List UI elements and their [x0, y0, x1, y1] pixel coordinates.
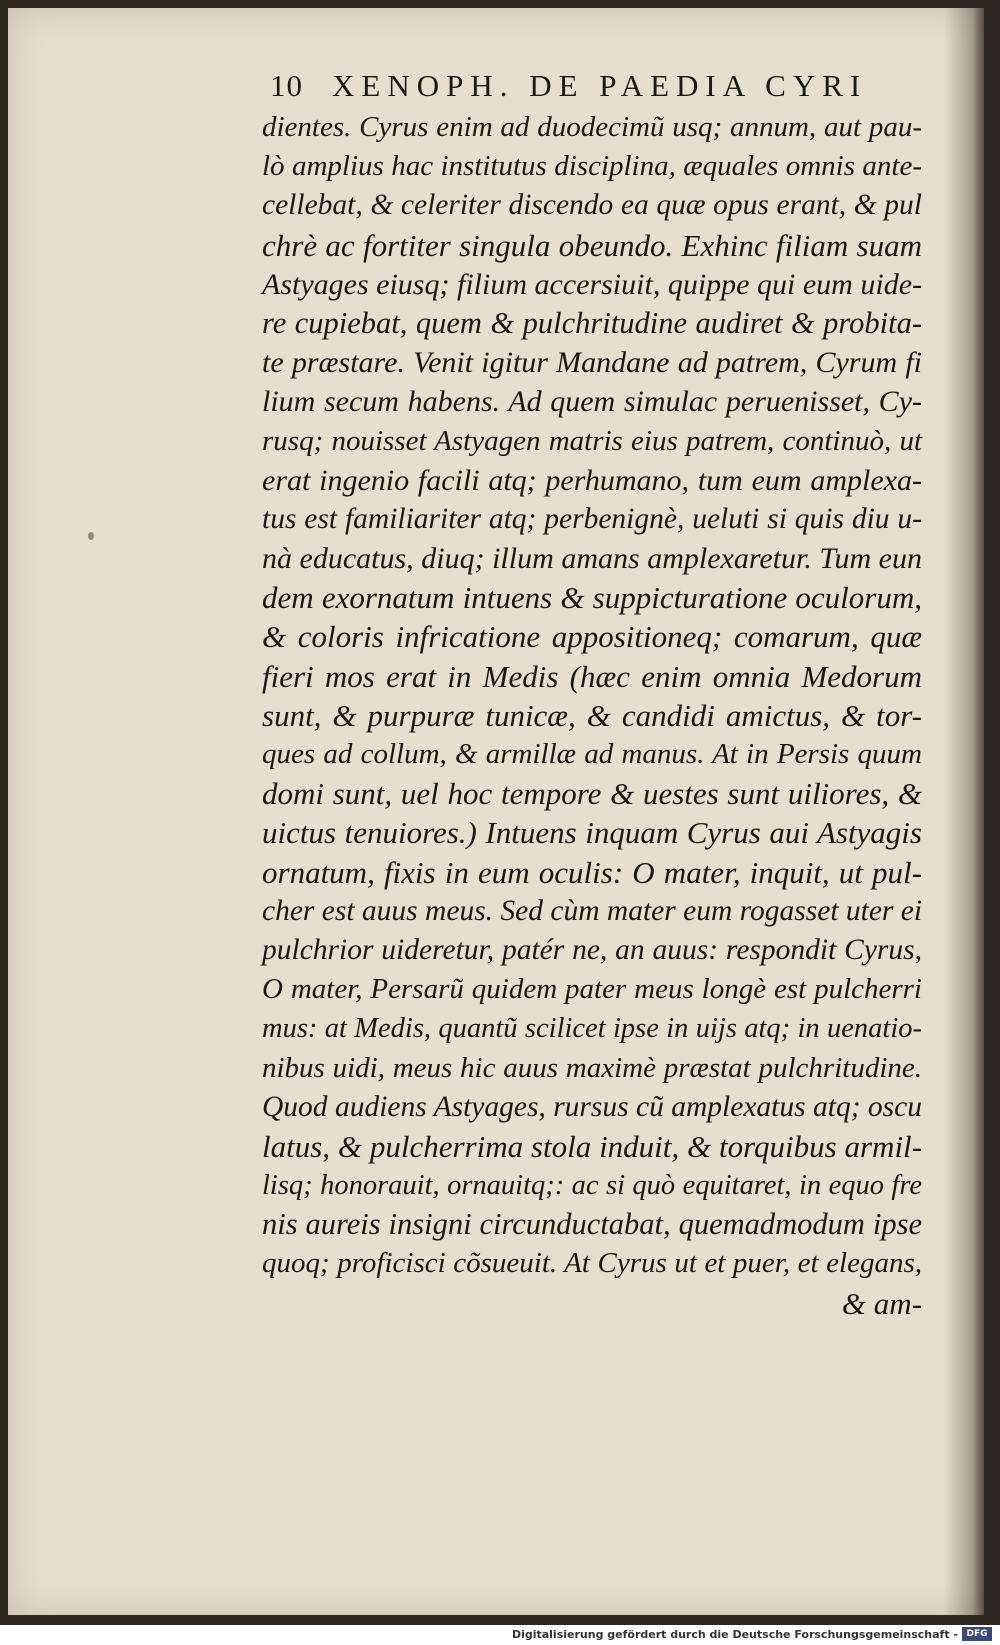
text-line: mus: at Medis, quantũ scilicet ipse in uijs atq; in uenatio- — [262, 1013, 922, 1045]
text-line: lisq; honorauit, ornauitq;: ac si quò equitaret, in equo fre — [262, 1170, 922, 1202]
text-line: cher est auus meus. Sed cùm mater eum rogasset uter ei — [262, 894, 923, 927]
text-line: tus est familiariter atq; perbenignè, ueluti si quis diu u- — [262, 502, 922, 535]
ink-speck — [88, 532, 94, 540]
page-number: 10 — [270, 68, 303, 103]
text-line: nà educatus, diuq; illum amans amplexaretur. Tum eun — [262, 542, 922, 576]
text-line: rusq; nouisset Astyagen matris eius patrem, continuò, ut — [262, 424, 922, 457]
text-line: lium secum habens. Ad quem simulac peruenisset, Cy- — [262, 385, 922, 419]
body-text — [262, 108, 922, 1323]
gutter-shadow — [944, 8, 984, 1615]
text-line: ques ad collum, & armillæ ad manus. At in Persis quum — [262, 738, 922, 770]
text-line: & coloris infricatione appositioneq; comarum, quæ — [262, 619, 922, 655]
text-line: ornatum, fixis in eum oculis: O mater, inquit, ut pul- — [262, 854, 922, 890]
footer-bar — [0, 1625, 1000, 1645]
text-line: lò amplius hac institutus disciplina, æquales omnis ante- — [262, 150, 922, 183]
text-line: nis aureis insigni circunductabat, quemadmodum ipse — [262, 1207, 922, 1242]
text-line: O mater, Persarũ quidem pater meus longè est pulcherri — [262, 973, 922, 1006]
text-line: chrè ac fortiter singula obeundo. Exhinc filiam suam — [262, 227, 922, 263]
text-line: Quod audiens Astyages, rursus cũ amplexatus atq; oscu — [262, 1090, 922, 1123]
text-line: fieri mos erat in Medis (hæc enim omnia Medorum — [262, 658, 922, 694]
text-line: sunt, & purpuræ tunicæ, & candidi amictus, & tor- — [262, 697, 922, 733]
funding-notice: Digitalisierung gefördert durch die Deutsche Forschungsgemeinschaft - — [511, 1628, 958, 1641]
text-line: re cupiebat, quem & pulchritudine audiret & probita- — [262, 305, 922, 340]
text-line: nibus uidi, meus hic auus maximè præstat pulchritudine. — [262, 1051, 922, 1084]
text-line: te præstare. Venit igitur Mandane ad patrem, Cyrum fi — [262, 346, 922, 380]
catchword: & am- — [841, 1285, 922, 1321]
text-line: latus, & pulcherrima stola induit, & torquibus armil- — [262, 1128, 922, 1164]
text-line: cellebat, & celeriter discendo ea quæ opus erant, & pul — [262, 189, 922, 222]
text-line: pulchrior uideretur, patér ne, an auus: respondit Cyrus, — [262, 933, 922, 966]
text-line: domi sunt, uel hoc tempore & uestes sunt uiliores, & — [262, 776, 922, 812]
text-line: quoq; proficisci cõsueuit. At Cyrus ut et puer, et elegans, — [262, 1247, 922, 1280]
running-title: XENOPH. DE PAEDIA CYRI — [332, 68, 868, 103]
text-line: dem exornatum intuens & suppicturatione oculorum, — [262, 580, 922, 616]
text-line: dientes. Cyrus enim ad duodecimũ usq; annum, aut pau- — [262, 111, 922, 143]
dfg-logo: DFG — [962, 1627, 992, 1641]
text-line: Astyages eiusq; filium accersiuit, quippe qui eum uide- — [262, 267, 922, 301]
text-line: uictus tenuiores.) Intuens inquam Cyrus aui Astyagis — [262, 815, 922, 851]
running-head — [270, 68, 920, 104]
text-line: erat ingenio facili atq; perhumano, tum eum amplexa- — [262, 463, 922, 497]
